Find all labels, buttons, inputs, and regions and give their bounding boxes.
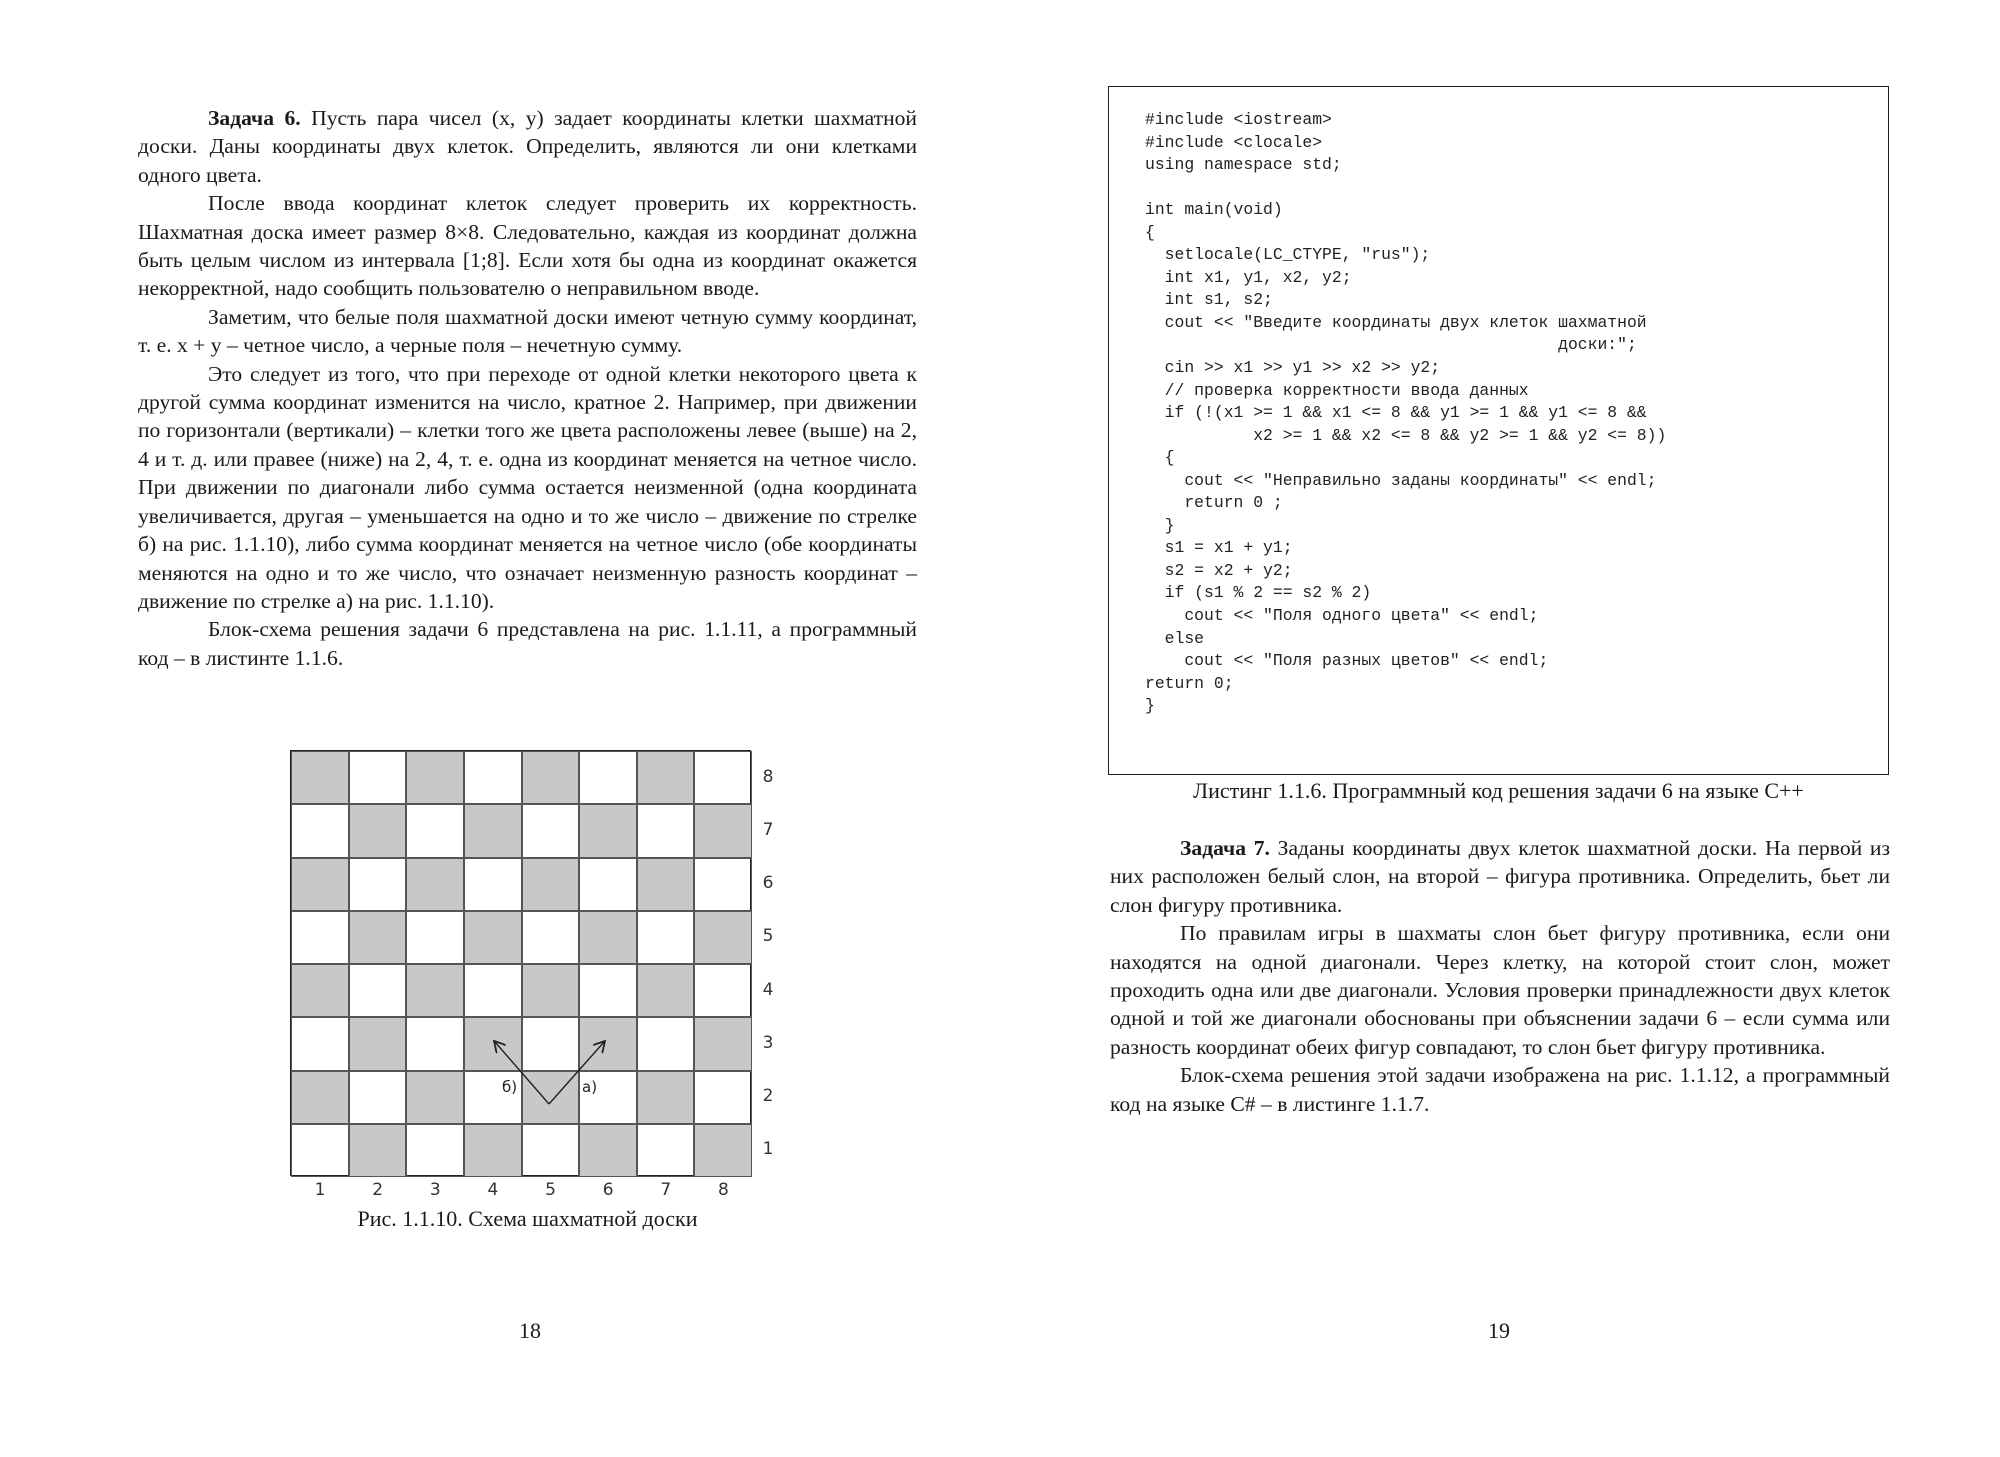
task6-paragraph-3: Заметим, что белые поля шахматной доски имеют четную сумму координат, т. е. x + y – четное число, а черные поля – нечетную сумму. bbox=[138, 304, 917, 358]
rank-label: 5 bbox=[762, 926, 774, 947]
figure-caption: Рис. 1.1.10. Схема шахматной доски bbox=[357, 1206, 698, 1231]
code-line: return 0 ; bbox=[1184, 493, 1283, 513]
file-label: 7 bbox=[660, 1180, 672, 1200]
code-line: } bbox=[1145, 696, 1155, 716]
listing-caption: Листинг 1.1.6. Программный код решения задачи 6 на языке C++ bbox=[1193, 778, 1804, 803]
rank-label: 8 bbox=[762, 766, 774, 787]
diagonal-arrows bbox=[290, 750, 760, 1180]
code-line: else bbox=[1164, 628, 1205, 648]
arrow-a-label: а) bbox=[582, 1078, 598, 1096]
code-line: cout << "Поля разных цветов" << endl; bbox=[1184, 651, 1549, 671]
code-line: доски:"; bbox=[1558, 335, 1637, 355]
rank-label: 7 bbox=[762, 819, 774, 840]
code-line: int x1, y1, x2, y2; bbox=[1164, 267, 1352, 287]
code-line: s2 = x2 + y2; bbox=[1164, 560, 1293, 580]
code-line: if (!(x1 >= 1 && x1 <= 8 && y1 >= 1 && y1 <= 8 && bbox=[1164, 403, 1647, 423]
code-line: return 0; bbox=[1145, 673, 1234, 693]
task6-title: Задача 6. bbox=[208, 106, 301, 130]
code-line: cout << "Неправильно заданы координаты" << endl; bbox=[1184, 470, 1657, 490]
code-line: #include <clocale> bbox=[1145, 132, 1323, 152]
file-label: 6 bbox=[602, 1180, 614, 1200]
code-line: cout << "Введите координаты двух клеток шахматной bbox=[1164, 312, 1647, 332]
code-listing bbox=[1145, 109, 1666, 718]
task6-paragraph-1: Задача 6. Пусть пара чисел (x, y) задает координаты клетки шахматной доски. Даны координаты двух клеток. Определить, являются ли они клетками одного цвета. bbox=[138, 106, 917, 187]
task7-title: Задача 7. bbox=[1180, 836, 1270, 860]
rank-label: 3 bbox=[762, 1032, 774, 1053]
code-line: cout << "Поля одного цвета" << endl; bbox=[1184, 606, 1539, 626]
code-line: int main(void) bbox=[1145, 200, 1283, 220]
rank-label: 4 bbox=[762, 979, 774, 1000]
code-line: // проверка корректности ввода данных bbox=[1164, 380, 1529, 400]
task6-text bbox=[138, 104, 917, 672]
file-label: 3 bbox=[429, 1180, 441, 1200]
code-line: cin >> x1 >> y1 >> x2 >> y2; bbox=[1164, 358, 1441, 378]
code-listing-frame bbox=[1108, 86, 1889, 775]
code-line: #include <iostream> bbox=[1145, 110, 1332, 129]
right-page bbox=[1000, 0, 2000, 1457]
code-line: { bbox=[1164, 448, 1175, 468]
rank-label: 6 bbox=[762, 873, 774, 894]
task6-paragraph-4: Это следует из того, что при переходе от одной клетки некоторого цвета к другой сумма координат изменится на число, кратное 2. Например, при движении по горизонтали (вертикали) – клетки того же цвета расположены левее (выше) на 2, 4 и т. д. или правее (ниже) на 2, 4, т. е. одна из координат меняется на четное число. При движении по диагонали либо сумма остается неизменной (одна координата увеличивается, другая – уменьшается на одно и то же число – движение по стрелке б) на рис. 1.1.10), либо сумма координат меняется на четное число (обе координаты меняются на одно и то же число, что означает неизменную разность координат – движение по стрелке а) на рис. 1.1.10). bbox=[138, 361, 917, 613]
code-line: setlocale(LC_CTYPE, "rus"); bbox=[1164, 245, 1431, 265]
code-line: int s1, s2; bbox=[1164, 290, 1273, 310]
task6-paragraph-5: Блок-схема решения задачи 6 представлена на рис. 1.1.11, а программный код – в листинте 1.1.6. bbox=[138, 617, 917, 670]
code-line: } bbox=[1164, 515, 1175, 535]
arrow-b-label: б) bbox=[502, 1078, 518, 1096]
file-label: 8 bbox=[717, 1180, 729, 1200]
task7-text bbox=[1110, 834, 1890, 1118]
file-label: 5 bbox=[545, 1180, 556, 1200]
task6-paragraph-2: После ввода координат клеток следует проверить их корректность. Шахматная доска имеет размер 8×8. Следовательно, каждая из координат должна быть целым числом из интервала [1;8]. Если хотя бы одна из координат окажется некорректной, надо сообщить пользователю о неправильном вводе. bbox=[138, 191, 917, 301]
page-number: 19 bbox=[1488, 1318, 1510, 1343]
rank-label: 1 bbox=[762, 1139, 774, 1160]
file-label: 2 bbox=[372, 1180, 384, 1200]
code-line: s1 = x1 + y1; bbox=[1164, 538, 1293, 558]
file-label: 1 bbox=[314, 1180, 326, 1200]
code-line: x2 >= 1 && x2 <= 8 && y2 >= 1 && y2 <= 8)) bbox=[1253, 425, 1667, 445]
code-line: using namespace std; bbox=[1145, 155, 1342, 175]
file-label: 4 bbox=[487, 1180, 499, 1200]
rank-label: 2 bbox=[762, 1086, 774, 1107]
task7-paragraph-2: По правилам игры в шахматы слон бьет фигуру противника, если они находятся на одной диагонали. Через клетку, на которой стоит слон, может проходить одна или две диагонали. Условия проверки принадлежности двух клеток одной и той же диагонали обоснованы при объяснении задачи 6 – если сумма или разность координат обеих фигур совпадают, то слон бьет фигуру противника. bbox=[1110, 921, 1890, 1059]
code-line: if (s1 % 2 == s2 % 2) bbox=[1164, 583, 1372, 603]
page-number: 18 bbox=[519, 1318, 541, 1343]
task7-paragraph-1: Задача 7. Заданы координаты двух клеток шахматной доски. На первой из них расположен белый слон, на второй – фигура противника. Определить, бьет ли слон фигуру противника. bbox=[1110, 836, 1890, 917]
code-line: { bbox=[1145, 222, 1155, 242]
task7-paragraph-3: Блок-схема решения этой задачи изображена на рис. 1.1.12, а программный код на языке C# – в листинге 1.1.7. bbox=[1110, 1063, 1890, 1116]
